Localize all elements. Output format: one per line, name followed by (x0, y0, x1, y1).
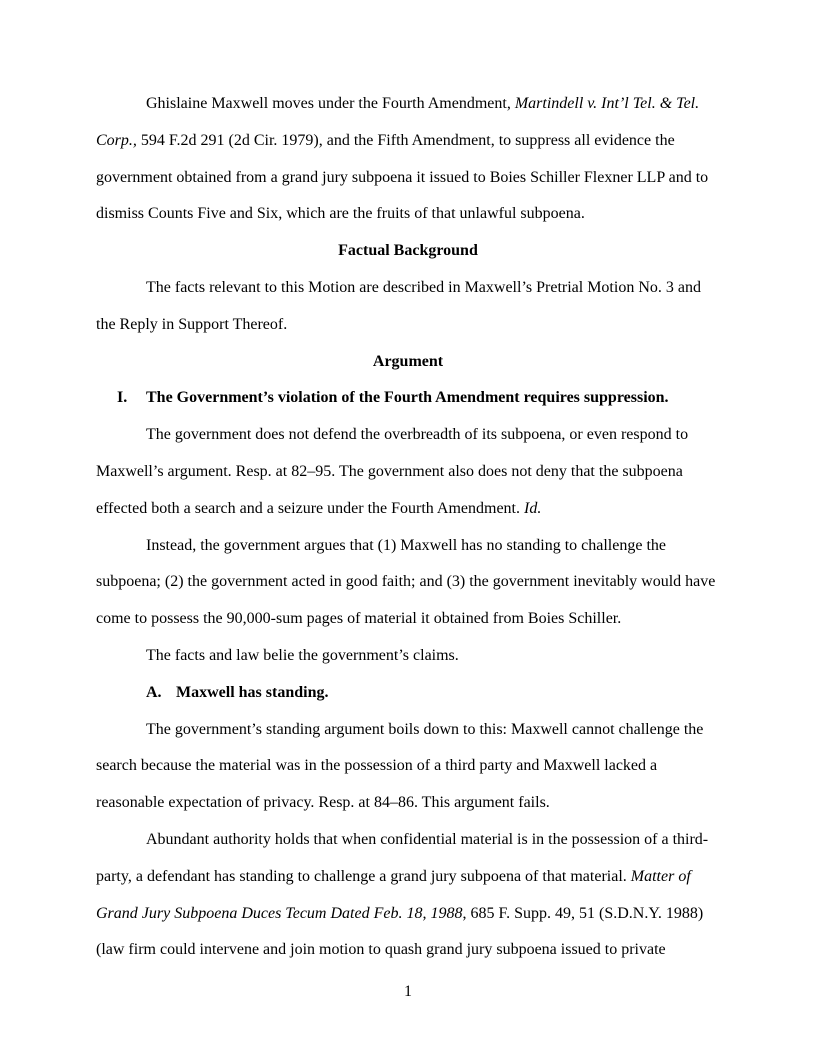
heading-argument: Argument (372, 352, 444, 370)
page-number: 1 (404, 983, 412, 1000)
text-run: , 685 F. Supp. 49, 51 (S.D.N.Y. 1988) (law firm could intervene and join motion to quash grand jury subpoena issued to private (96, 904, 704, 959)
text-run: Abundant authority holds that when confidential material is in the possession of a third-party, a defendant has standing to challenge a grand jury subpoena of that material. (96, 830, 709, 885)
text-run: Ghislaine Maxwell moves under the Fourth Amendment, (146, 95, 515, 112)
section-heading-A (96, 675, 720, 712)
text-run: 594 F.2d 291 (2d Cir. 1979), and the Fifth Amendment, to suppress all evidence the government obtained from a grand jury subpoena it issued to Boies Schiller Flexner LLP and to dismiss Counts Five and Six, which are the fruits of that unlawful subpoena. (96, 131, 709, 223)
section-number: I. (117, 389, 128, 407)
section-heading-1 (96, 380, 720, 417)
paragraph-facts: The facts relevant to this Motion are described in Maxwell’s Pretrial Motion No. 3 and the Reply in Support Thereof. (96, 278, 701, 333)
paragraph-standing-argument: The government’s standing argument boils down to this: Maxwell cannot challenge the search because the material was in the possession of a third party and Maxwell lacked a reasonable expectation of privacy. Resp. at 84–86. This argument fails. (96, 720, 704, 812)
paragraph-abundant-authority (96, 822, 720, 969)
paragraph-overbreadth (96, 417, 720, 527)
section-number: A. (146, 683, 162, 701)
paragraph-belie: The facts and law belie the government’s claims. (146, 646, 459, 664)
paragraph-government-args: Instead, the government argues that (1) Maxwell has no standing to challenge the subpoena; (2) the government acted in good faith; and (3) the government inevitably would have come to possess the 90,000-sum pages of material it obtained from Boies Schiller. (96, 536, 716, 628)
case-citation-italic: Martindell v. Int’l Tel. & Tel. Corp., (96, 95, 700, 149)
case-citation-italic: Matter of Grand Jury Subpoena Duces Tecum Dated Feb. 18, 1988 (96, 867, 691, 922)
section-title: The Government’s violation of the Fourth Amendment requires suppression. (146, 389, 669, 407)
paragraph-intro (96, 86, 720, 233)
text-run: The government does not defend the overbreadth of its subpoena, or even respond to Maxwell’s argument. Resp. at 82–95. The government also does not deny that the subpoena effected both a search and a seizure under the Fourth Amendment. (96, 426, 689, 517)
case-citation-italic: Id. (524, 499, 542, 517)
section-title: Maxwell has standing. (176, 683, 329, 701)
heading-factual-background: Factual Background (338, 242, 478, 260)
